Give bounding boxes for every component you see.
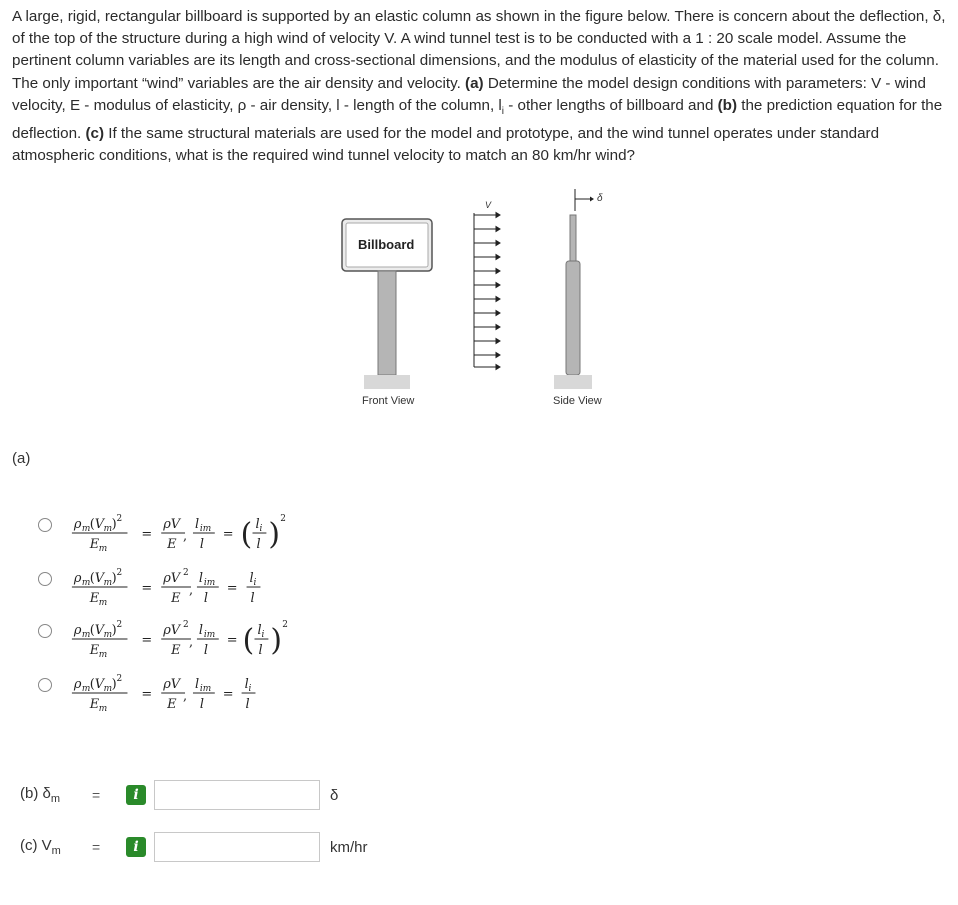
svg-text:2: 2	[183, 620, 189, 631]
svg-text:(: (	[89, 623, 95, 639]
svg-text:ρV: ρV	[163, 571, 181, 587]
svg-text:E: E	[89, 590, 100, 606]
deflection-label: δ	[597, 193, 603, 204]
part-b-info-icon[interactable]: i	[126, 785, 146, 805]
svg-text:m: m	[81, 630, 91, 641]
svg-text:im: im	[199, 524, 212, 535]
svg-text:=: =	[226, 632, 238, 648]
svg-text:2: 2	[116, 620, 123, 631]
front-view-label: Front View	[362, 395, 415, 407]
svg-text:l: l	[249, 571, 254, 587]
svg-text:E: E	[89, 642, 100, 658]
svg-text:l: l	[198, 571, 204, 587]
option-3-formula	[60, 618, 318, 664]
billboard-label: Billboard	[358, 237, 415, 252]
option-2[interactable]	[38, 566, 318, 618]
svg-text:,: ,	[183, 528, 188, 544]
svg-text:m: m	[103, 524, 113, 535]
svg-text:ρ: ρ	[73, 677, 82, 693]
part-b-label-text: (b) δ	[20, 785, 51, 802]
part-c-answer-input[interactable]	[154, 832, 320, 862]
svg-text:(: (	[89, 571, 95, 587]
svg-text:(: (	[240, 516, 253, 552]
svg-text:=: =	[141, 686, 153, 702]
svg-text:(: (	[89, 517, 95, 533]
part-c-label	[20, 837, 92, 857]
svg-text:=: =	[222, 526, 234, 542]
side-base	[554, 375, 592, 389]
question-part-c-tag: (c)	[85, 125, 105, 143]
part-b-label	[20, 785, 92, 805]
option-2-formula	[60, 566, 318, 612]
svg-text:i: i	[248, 684, 252, 695]
option-4[interactable]	[38, 672, 318, 724]
svg-text:E: E	[171, 642, 181, 658]
svg-text:l: l	[257, 623, 262, 639]
svg-text:ρV: ρV	[163, 677, 181, 693]
svg-text:l: l	[255, 517, 260, 533]
question-part-a-text-cont: - other lengths of billboard and	[504, 96, 718, 114]
svg-text:m: m	[81, 524, 91, 535]
svg-text:=: =	[141, 632, 153, 648]
svg-text:l: l	[199, 696, 205, 712]
question-part-a-text: Determine the model design conditions with parameters: V - wind velocity, E - modulus of elasticity, ρ - air density, l - length of the column, l	[12, 74, 926, 114]
svg-text:m: m	[81, 578, 91, 589]
svg-text:(: (	[89, 677, 95, 693]
side-billboard-edge	[570, 215, 576, 265]
svg-text:,: ,	[189, 634, 194, 650]
svg-text:im: im	[203, 578, 216, 589]
side-view-label: Side View	[553, 395, 602, 407]
svg-text:2: 2	[116, 514, 123, 525]
svg-text:2: 2	[116, 568, 123, 579]
svg-text:l: l	[256, 536, 261, 552]
svg-text:): )	[111, 623, 117, 639]
billboard-diagram	[300, 185, 630, 410]
svg-text:m: m	[98, 649, 108, 660]
part-a-label: (a)	[12, 450, 31, 467]
svg-text:V: V	[94, 571, 105, 587]
svg-text:m: m	[98, 703, 108, 714]
part-b-unit: δ	[330, 786, 339, 804]
billboard-figure	[300, 185, 630, 410]
svg-text:V: V	[94, 623, 105, 639]
option-1-radio[interactable]	[38, 518, 52, 532]
part-c-label-text: (c) V	[20, 837, 52, 854]
svg-text:l: l	[194, 677, 200, 693]
svg-text:m: m	[103, 630, 113, 641]
svg-text:E: E	[171, 590, 181, 606]
part-c-equals: =	[92, 839, 101, 855]
part-b-row	[20, 778, 338, 812]
svg-text:ρV: ρV	[163, 517, 181, 533]
svg-text:ρ: ρ	[73, 571, 82, 587]
svg-text:V: V	[94, 517, 105, 533]
svg-text:): )	[111, 517, 117, 533]
front-base	[364, 375, 410, 389]
side-column	[566, 261, 580, 375]
svg-text:): )	[111, 571, 117, 587]
question-subscript-i: i	[501, 105, 504, 117]
svg-text:i: i	[253, 578, 257, 589]
option-4-radio[interactable]	[38, 678, 52, 692]
front-column	[378, 271, 396, 375]
part-b-answer-input[interactable]	[154, 780, 320, 810]
svg-text:m: m	[98, 543, 108, 554]
svg-text:l: l	[194, 517, 200, 533]
svg-text:m: m	[103, 578, 113, 589]
svg-text:2: 2	[282, 620, 288, 631]
svg-text:l: l	[245, 696, 250, 712]
svg-text:=: =	[141, 526, 153, 542]
svg-text:=: =	[226, 580, 238, 596]
question-part-b-text: the prediction equation for the deflection.	[12, 96, 943, 143]
svg-text:l: l	[199, 536, 205, 552]
svg-text:E: E	[167, 696, 177, 712]
question-part-c-text: If the same structural materials are used for the model and prototype, and the wind tunnel operates under standard atmospheric conditions, what is the required wind tunnel velocity to match an 80 km/hr wind?	[12, 125, 880, 165]
svg-text:l: l	[203, 590, 209, 606]
option-1-formula	[60, 512, 318, 558]
wind-velocity-label: V	[485, 200, 492, 210]
part-c-unit: km/hr	[330, 838, 368, 856]
svg-text:l: l	[244, 677, 249, 693]
svg-text:2: 2	[280, 514, 286, 525]
svg-text:V: V	[94, 677, 105, 693]
option-3[interactable]	[38, 618, 318, 670]
svg-text:ρ: ρ	[73, 517, 82, 533]
part-c-label-sub: m	[51, 845, 61, 857]
svg-text:=: =	[222, 686, 234, 702]
svg-text:i: i	[259, 524, 263, 535]
part-c-row	[20, 830, 368, 864]
option-3-radio[interactable]	[38, 624, 52, 638]
svg-text:2: 2	[116, 674, 123, 685]
svg-text:m: m	[103, 684, 113, 695]
svg-text:=: =	[141, 580, 153, 596]
option-1[interactable]	[38, 512, 318, 564]
svg-text:): )	[111, 677, 117, 693]
svg-text:,: ,	[189, 582, 194, 598]
svg-text:E: E	[89, 696, 100, 712]
svg-text:l: l	[203, 642, 209, 658]
svg-text:): )	[270, 622, 282, 658]
question-part-a-tag: (a)	[465, 74, 484, 92]
question-text	[12, 6, 946, 167]
wind-arrows	[474, 213, 500, 370]
svg-text:2: 2	[183, 568, 189, 579]
svg-text:m: m	[81, 684, 91, 695]
svg-text:E: E	[89, 536, 100, 552]
svg-text:ρV: ρV	[163, 623, 181, 639]
option-4-formula	[60, 672, 318, 718]
part-c-info-icon[interactable]: i	[126, 837, 146, 857]
option-2-radio[interactable]	[38, 572, 52, 586]
svg-text:m: m	[98, 597, 108, 608]
svg-text:l: l	[250, 590, 255, 606]
svg-text:i: i	[261, 630, 265, 641]
svg-text:): )	[268, 516, 280, 552]
question-part-b-tag: (b)	[717, 96, 738, 114]
svg-text:l: l	[198, 623, 204, 639]
svg-text:,: ,	[183, 688, 188, 704]
svg-text:ρ: ρ	[73, 623, 82, 639]
svg-text:(: (	[242, 622, 255, 658]
svg-text:im: im	[203, 630, 216, 641]
deflection-arrowhead	[590, 197, 594, 202]
svg-text:l: l	[258, 642, 263, 658]
svg-text:im: im	[199, 684, 212, 695]
part-b-equals: =	[92, 787, 101, 803]
part-b-label-sub: m	[50, 793, 61, 805]
question-intro: A large, rigid, rectangular billboard is supported by an elastic column as shown in the figure below. There is concern about the deflection, δ, of the top of the structure during a high wind of velocity V. A wind tunnel test is to be conducted with a 1 : 20 scale model. Assume the pertinent column variables are its length and cross-sectional dimensions, and the modulus of elasticity of the material used for the column. The only important “wind” variables are the air density and velocity.	[12, 8, 946, 92]
svg-text:E: E	[167, 536, 177, 552]
